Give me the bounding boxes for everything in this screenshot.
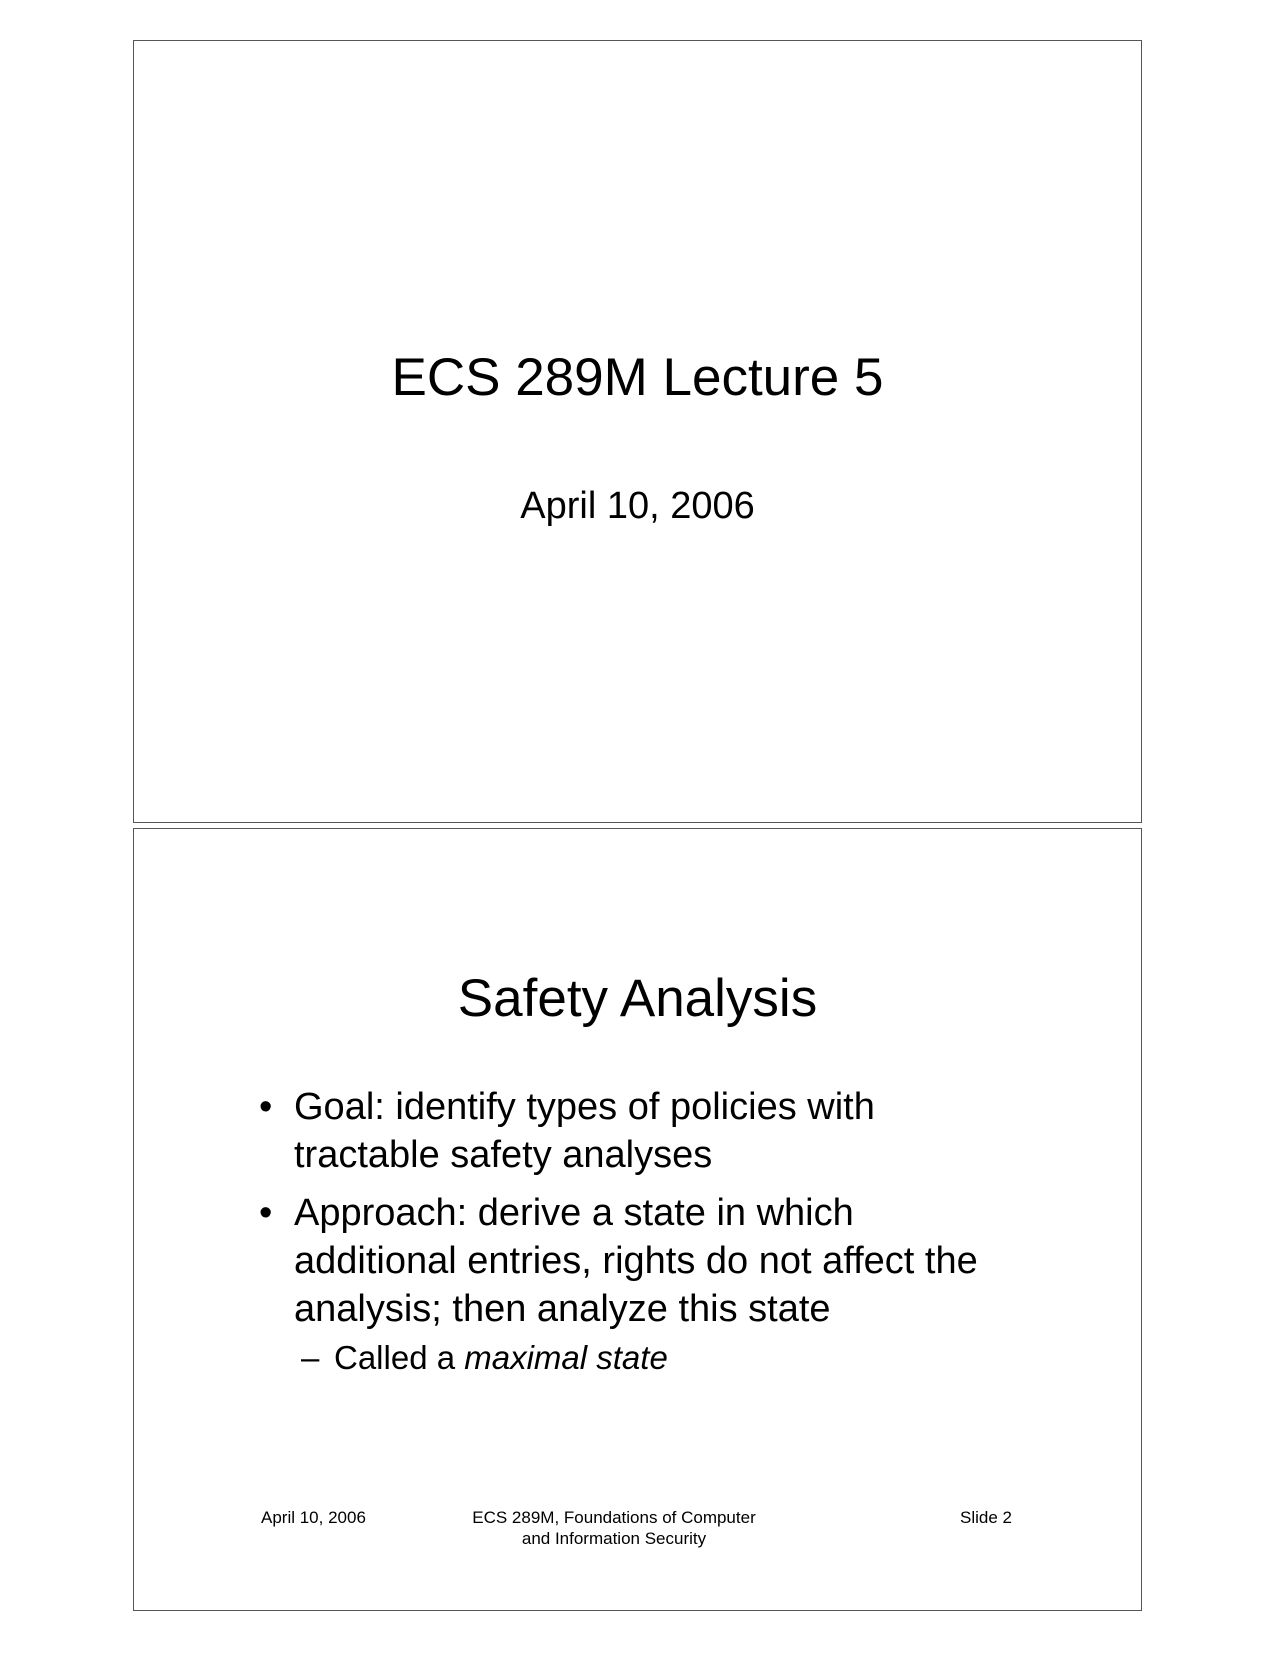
footer-slide-number: Slide 2: [960, 1508, 1012, 1527]
bullet-item: [259, 1189, 979, 1333]
subbullet-item: [259, 1337, 979, 1379]
bullet-marker: •: [259, 1192, 273, 1234]
subbullet-text: Called a: [334, 1339, 465, 1376]
subbullet-marker: –: [301, 1339, 320, 1376]
slide-1: [133, 40, 1142, 823]
footer-course: [464, 1507, 764, 1549]
footer-course-line-1: ECS 289M, Foundations of Computer: [472, 1508, 756, 1527]
bullet-text: Approach: derive a state in which additional entries, rights do not affect the analysis; then analyze this state: [294, 1192, 978, 1330]
slide-2-title: Safety Analysis: [457, 969, 818, 1028]
footer-course-line-2: and Information Security: [521, 1529, 707, 1548]
bullet-list: [259, 1083, 979, 1379]
slide-1-title: ECS 289M Lecture 5: [391, 348, 884, 407]
subbullet-emphasis: maximal state: [464, 1339, 668, 1376]
bullet-item: [259, 1083, 979, 1179]
slide-1-date: April 10, 2006: [520, 485, 755, 527]
slide-2: [133, 828, 1142, 1611]
footer-date: April 10, 2006: [261, 1508, 366, 1527]
bullet-text: Goal: identify types of policies with tractable safety analyses: [294, 1086, 875, 1176]
bullet-marker: •: [259, 1086, 273, 1128]
